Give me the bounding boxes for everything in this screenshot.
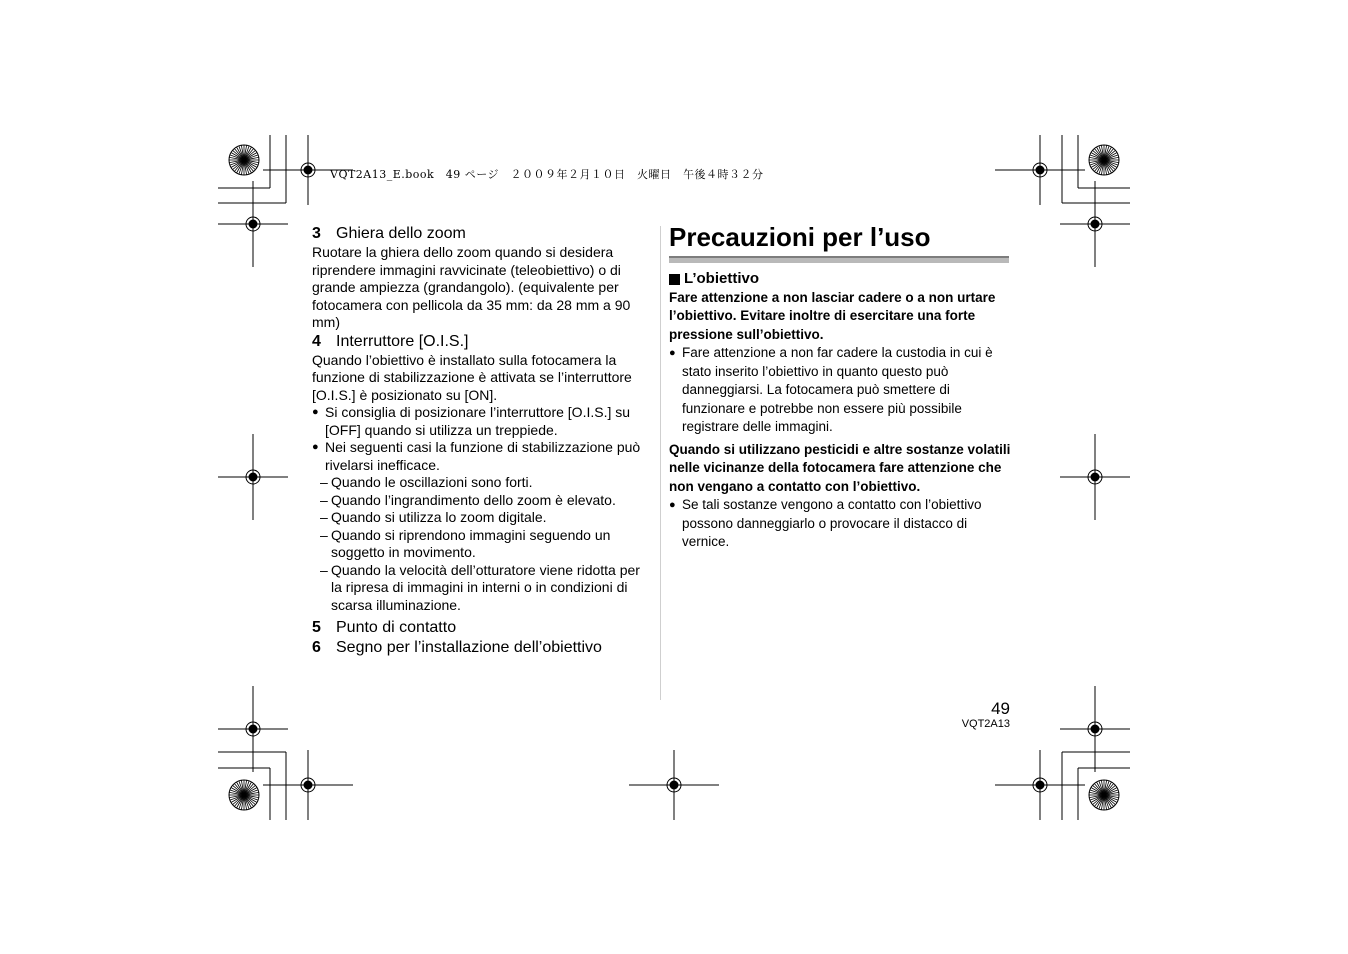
warning-text: Quando si utilizzano pesticidi e altre sostanze volatili nelle vicinanze della fotocamera fare attenzione che non vengano a contatto con l’obiettivo. [669, 441, 1011, 494]
left-column [312, 224, 652, 658]
item-4-heading: 4 Interruttore [O.I.S.] [312, 332, 469, 350]
section-heading: L’obiettivo [669, 270, 1011, 289]
bullet-item: ● Nei seguenti casi la funzione di stabilizzazione può rivelarsi inefficace. [312, 439, 641, 473]
bullet-item: ● Si consiglia di posizionare l’interruttore [O.I.S.] su [OFF] quando si utilizza un treppiede. [312, 404, 631, 438]
dash-item: – Quando la velocità dell’otturatore viene ridotta per la ripresa di immagini in interni o in condizioni di scarsa illuminazione. [320, 561, 640, 613]
bullet-icon: ● [669, 499, 676, 511]
column-divider [660, 226, 661, 700]
bullet-item: ● Se tali sostanze vengono a contatto con l’obiettivo possono danneggiarlo o provocare il distacco di vernice. [669, 496, 1011, 552]
title-rule [669, 256, 1009, 263]
bullet-icon: ● [312, 441, 319, 453]
warning-text: Fare attenzione a non lasciar cadere o a non urtare l’obiettivo. Evitare inoltre di esercitare una forte pressione sull’obiettivo. [669, 289, 996, 342]
bullet-icon: ● [669, 347, 676, 359]
page-title: Precauzioni per l’uso [669, 222, 931, 252]
bullet-item: ● Fare attenzione a non far cadere la custodia in cui è stato inserito l’obiettivo in quanto questo può danneggiarsi. La fotocamera può smettere di funzionare e potrebbe non essere più possibile registrare delle immagini. [669, 344, 1011, 437]
dash-item: – Quando le oscillazioni sono forti. [320, 474, 533, 490]
page-number: 49 [991, 699, 1010, 718]
dash-item: – Quando si riprendono immagini seguendo un soggetto in movimento. [320, 526, 611, 560]
print-header-info: VQT2A13_E.book 49 ページ ２００９年２月１０日 火曜日 午後４時３２分 [330, 168, 764, 181]
item-5-heading: 5 Punto di contatto [312, 619, 457, 636]
dash-item: – Quando l’ingrandimento dello zoom è elevato. [320, 491, 616, 508]
model-code: VQT2A13 [961, 718, 1010, 730]
bullet-icon: ● [312, 406, 319, 418]
item-3-text: Ruotare la ghiera dello zoom quando si desidera riprendere immagini ravvicinate (teleobiettivo) o di grande ampiezza (grandangolo). (equivalente per fotocamera con pellicola da 35 mm: da 28 mm a 90 mm) [312, 244, 631, 330]
item-4-text: Quando l’obiettivo è installato sulla fotocamera la funzione di stabilizzazione è attivata se l’interruttore [O.I.S.] è posizionato su [ON]. [312, 351, 632, 403]
dash-item: – Quando si utilizza lo zoom digitale. [320, 509, 547, 525]
right-column [669, 222, 1011, 552]
item-6-heading: 6 Segno per l’installazione dell’obiettivo [312, 639, 602, 656]
square-bullet-icon [669, 274, 680, 285]
item-3-heading: 3 Ghiera dello zoom [312, 225, 466, 242]
